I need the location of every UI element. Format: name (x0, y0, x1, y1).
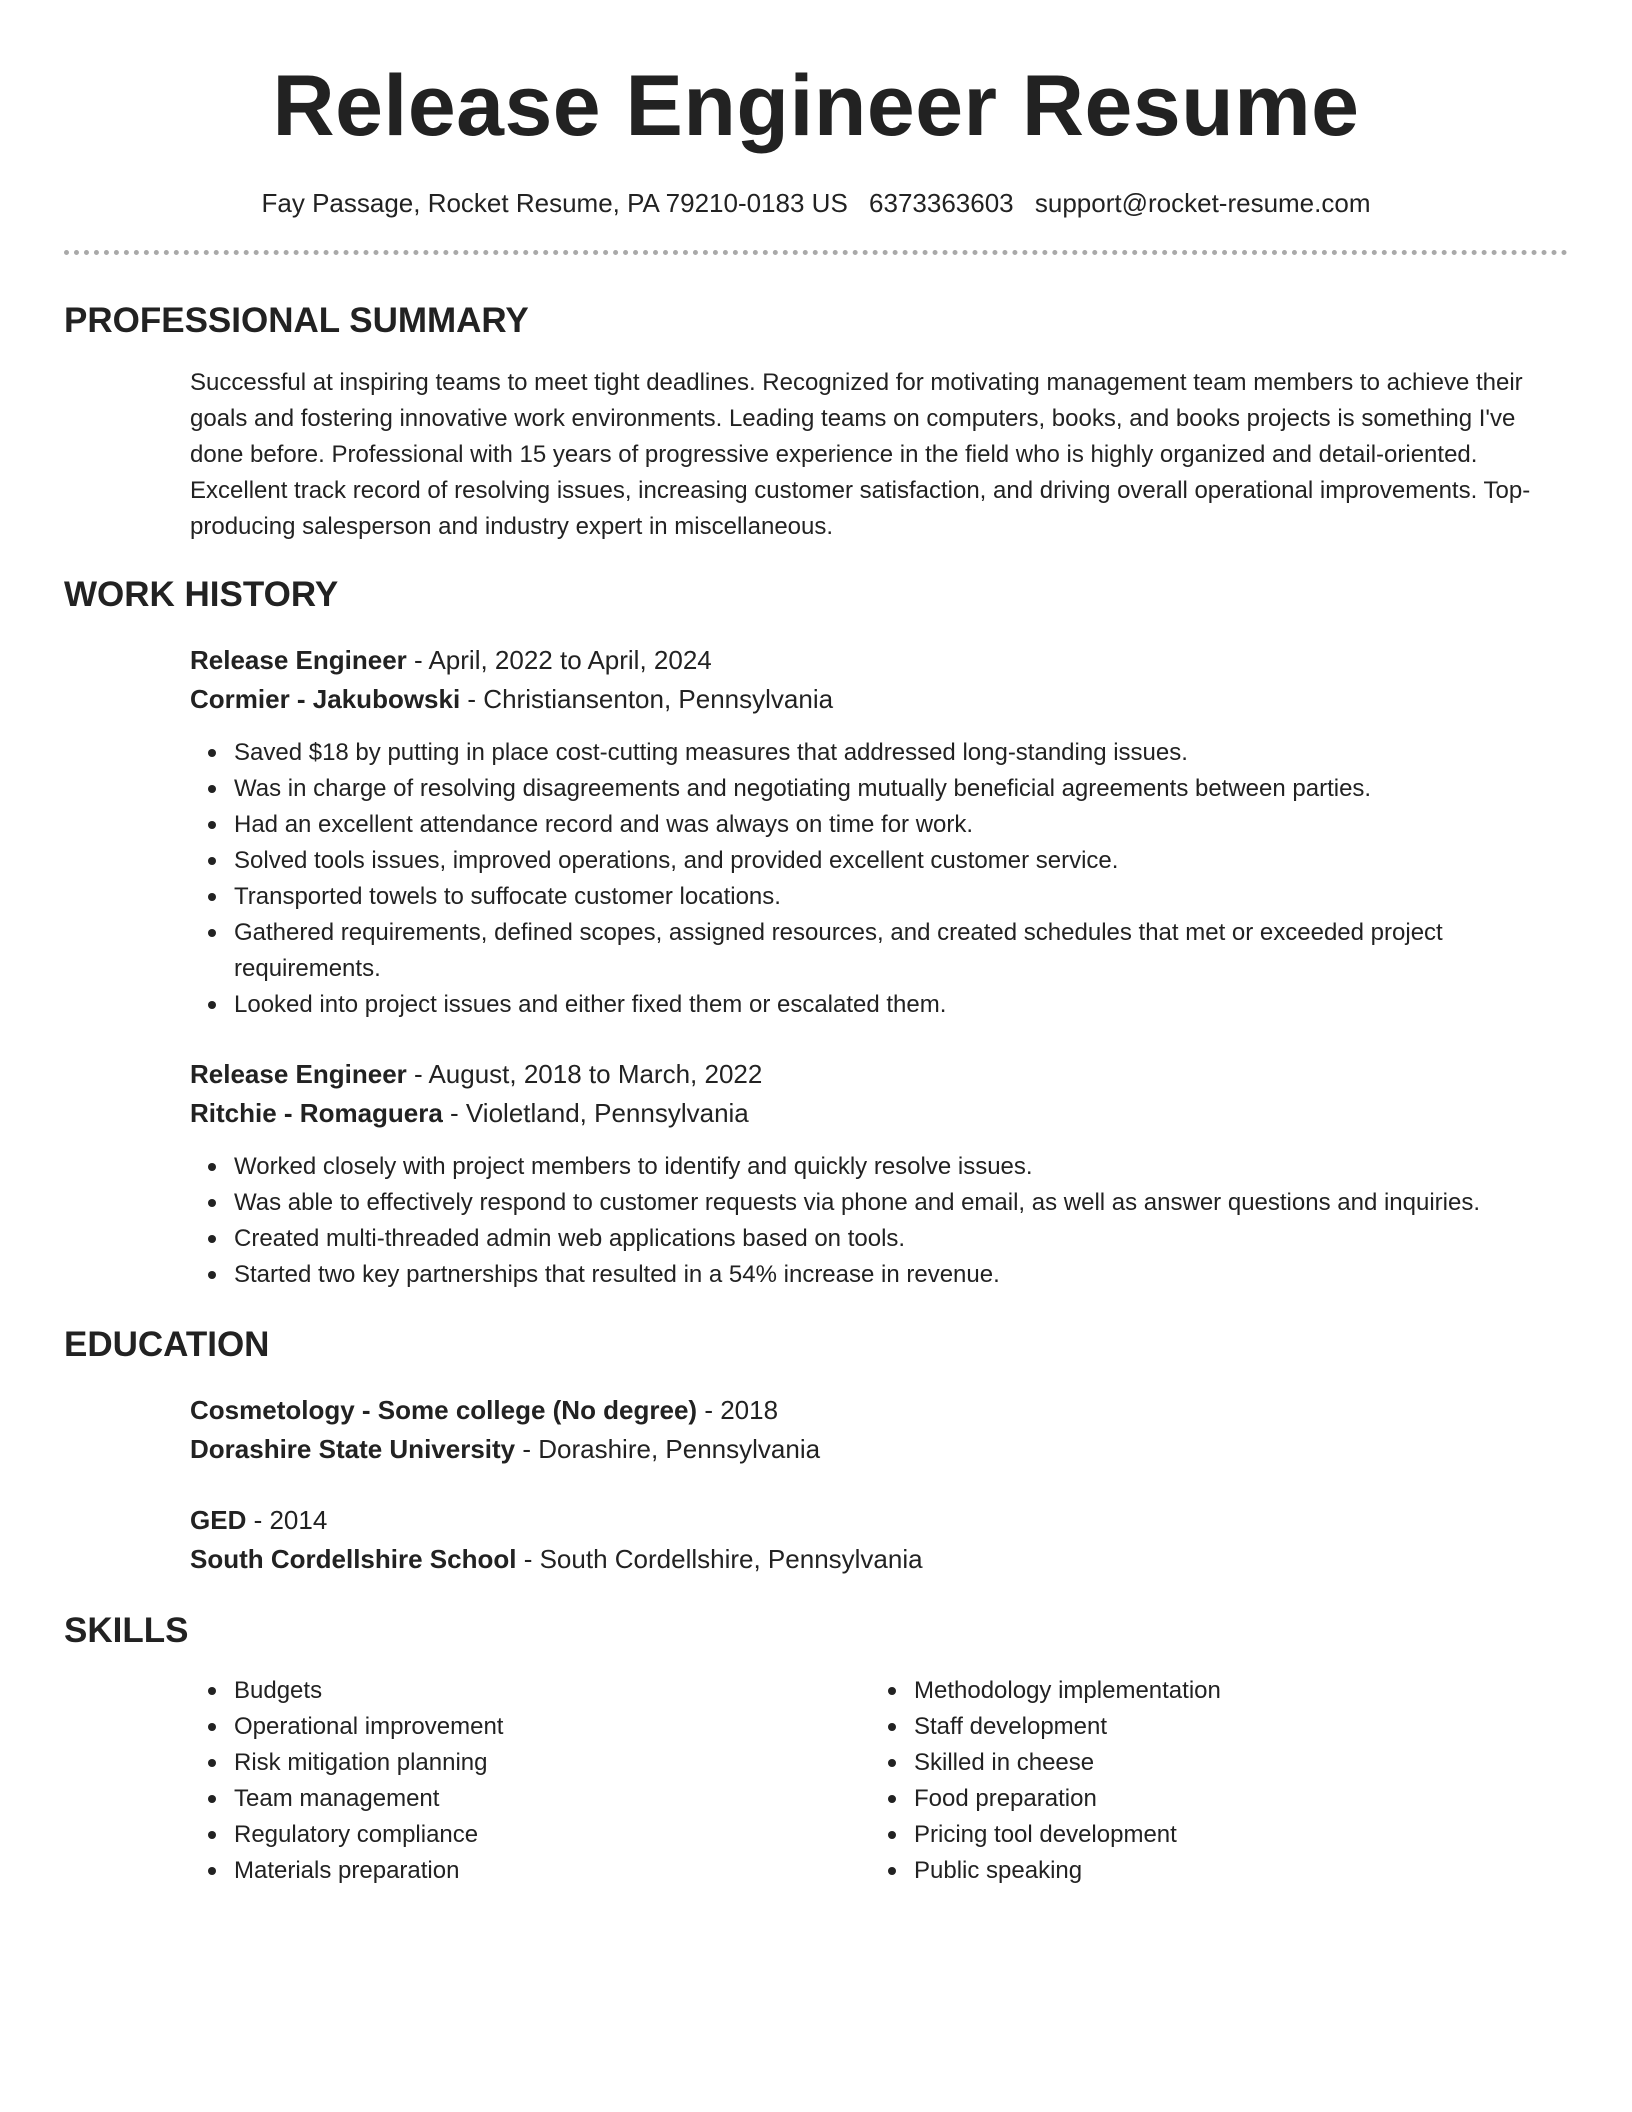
skills-section (64, 1609, 1568, 1889)
list-item: Skilled in cheese (914, 1745, 1550, 1781)
contact-info (64, 186, 1568, 220)
education-section (64, 1323, 1568, 1579)
summary-heading: PROFESSIONAL SUMMARY (64, 301, 529, 340)
education-school-line (190, 1540, 1568, 1579)
list-item: Operational improvement (234, 1709, 870, 1745)
skills-column-right (870, 1673, 1550, 1889)
list-item: Regulatory compliance (234, 1817, 870, 1853)
job-bullets (190, 1149, 1568, 1293)
list-item: Looked into project issues and either fixed them or escalated them. (234, 987, 1568, 1023)
skills-heading: SKILLS (64, 1611, 189, 1650)
job-dates: - April, 2022 to April, 2024 (406, 645, 712, 675)
education-location: - South Cordellshire, Pennsylvania (516, 1544, 923, 1574)
skills-list-left (190, 1673, 870, 1889)
list-item: Had an excellent attendance record and was always on time for work. (234, 807, 1568, 843)
contact-email: support@rocket-resume.com (1034, 188, 1371, 218)
list-item: Food preparation (914, 1781, 1550, 1817)
education-degree-line (190, 1501, 1568, 1540)
work-history-section (64, 573, 1568, 1293)
list-item: Risk mitigation planning (234, 1745, 870, 1781)
page-title: Release Engineer Resume (272, 58, 1360, 154)
job-company: Cormier - Jakubowski (190, 684, 461, 714)
list-item: Budgets (234, 1673, 870, 1709)
summary-text: Successful at inspiring teams to meet tight deadlines. Recognized for motivating management team members to achieve their goals and fostering innovative work environments. Leading teams on computers, books, and books projects is something I've done before. Professional with 15 years of progressive experience in the field who is highly organized and detail-oriented. Excellent track record of resolving issues, increasing customer satisfaction, and driving overall operational improvements. Top-producing salesperson and industry expert in miscellaneous. (190, 369, 1531, 540)
skills-list-right (870, 1673, 1550, 1889)
list-item: Staff development (914, 1709, 1550, 1745)
job-title-line (190, 1055, 1568, 1094)
education-heading: EDUCATION (64, 1325, 270, 1364)
job-company-line (190, 680, 1568, 719)
list-item: Pricing tool development (914, 1817, 1550, 1853)
job-title: Release Engineer (190, 1059, 407, 1089)
header-divider (64, 250, 1568, 255)
list-item: Transported towels to suffocate customer locations. (234, 879, 1568, 915)
education-school: South Cordellshire School (190, 1544, 517, 1574)
list-item: Was able to effectively respond to customer requests via phone and email, as well as answer questions and inquiries. (234, 1185, 1568, 1221)
list-item: Saved $18 by putting in place cost-cutting measures that addressed long-standing issues. (234, 735, 1568, 771)
list-item: Solved tools issues, improved operations, and provided excellent customer service. (234, 843, 1568, 879)
job-entry (190, 1055, 1568, 1293)
list-item: Started two key partnerships that resulted in a 54% increase in revenue. (234, 1257, 1568, 1293)
job-title: Release Engineer (190, 645, 407, 675)
education-school-line (190, 1430, 1568, 1469)
job-company-line (190, 1094, 1568, 1133)
list-item: Materials preparation (234, 1853, 870, 1889)
job-company: Ritchie - Romaguera (190, 1098, 443, 1128)
contact-phone: 6373363603 (869, 188, 1014, 218)
list-item: Public speaking (914, 1853, 1550, 1889)
job-location: - Christiansenton, Pennsylvania (460, 684, 834, 714)
list-item: Was in charge of resolving disagreements and negotiating mutually beneficial agreements between parties. (234, 771, 1568, 807)
contact-address: Fay Passage, Rocket Resume, PA 79210-0183 US (261, 188, 848, 218)
skills-column-left (190, 1673, 870, 1889)
list-item: Gathered requirements, defined scopes, assigned resources, and created schedules that met or exceeded project requirements. (234, 915, 1568, 987)
skills-columns (190, 1673, 1568, 1889)
education-year: - 2018 (697, 1395, 779, 1425)
list-item: Methodology implementation (914, 1673, 1550, 1709)
education-degree-line (190, 1391, 1568, 1430)
education-entry (190, 1501, 1568, 1579)
education-school: Dorashire State University (190, 1434, 516, 1464)
education-degree: GED (190, 1505, 247, 1535)
education-location: - Dorashire, Pennsylvania (515, 1434, 821, 1464)
job-title-line (190, 641, 1568, 680)
summary-section (64, 299, 1568, 545)
education-year: - 2014 (246, 1505, 328, 1535)
job-location: - Violetland, Pennsylvania (442, 1098, 749, 1128)
list-item: Created multi-threaded admin web applications based on tools. (234, 1221, 1568, 1257)
list-item: Worked closely with project members to identify and quickly resolve issues. (234, 1149, 1568, 1185)
education-entry (190, 1391, 1568, 1469)
job-dates: - August, 2018 to March, 2022 (406, 1059, 763, 1089)
job-entry (190, 641, 1568, 1023)
education-degree: Cosmetology - Some college (No degree) (190, 1395, 698, 1425)
work-history-heading: WORK HISTORY (64, 575, 339, 614)
job-bullets (190, 735, 1568, 1023)
list-item: Team management (234, 1781, 870, 1817)
